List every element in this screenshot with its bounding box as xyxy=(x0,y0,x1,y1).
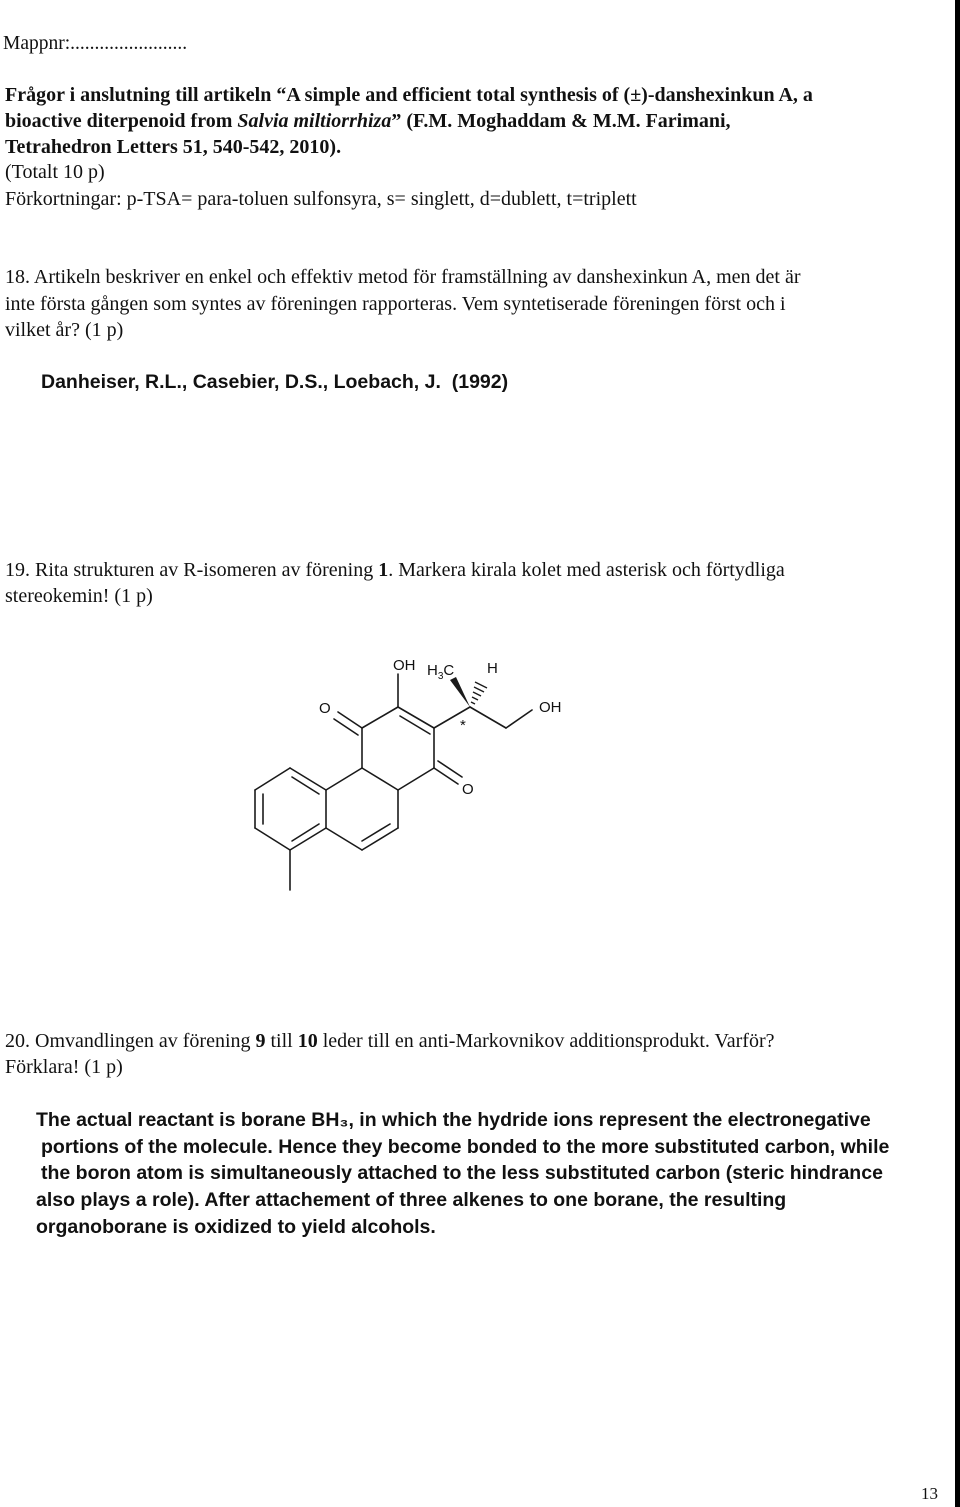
q20-line-2: Förklara! (1 p) xyxy=(5,1056,123,1078)
bond xyxy=(326,768,362,790)
atom-label-h: H xyxy=(487,660,498,677)
q18-line-3: vilket år? (1 p) xyxy=(5,319,124,341)
atom-label-o-bottom: O xyxy=(462,781,474,798)
h3c-h: H xyxy=(427,662,438,679)
q20-answer-line-4: also plays a role). After attachement of three alkenes to one borane, the resulting xyxy=(36,1189,787,1211)
intro-line-2-post: ” (F.M. Moghaddam & M.M. Farimani, xyxy=(391,110,731,132)
bond xyxy=(326,828,362,850)
bond xyxy=(362,768,398,790)
atom-label-o-left: O xyxy=(319,700,331,717)
total-points: (Totalt 10 p) xyxy=(5,161,105,183)
q20-line-1 xyxy=(5,1029,774,1053)
q20-line-1-mid: till xyxy=(265,1030,298,1052)
atom-label-h3c xyxy=(427,662,454,682)
intro-line-1: Frågor i anslutning till artikeln “A simple and efficient total synthesis of (±)-danshexinkun A, a xyxy=(5,84,813,106)
chiral-asterisk: * xyxy=(460,717,466,734)
map-number-label: Mappnr:........................ xyxy=(3,33,188,54)
abbreviations: Förkortningar: p-TSA= para-toluen sulfonsyra, s= singlett, d=dublett, t=triplett xyxy=(5,188,637,210)
page-right-border xyxy=(955,0,960,1507)
compound-9: 9 xyxy=(255,1030,266,1052)
q19-line-1-pre: 19. Rita strukturen av R-isomeren av förening xyxy=(5,559,379,581)
wedge-bond xyxy=(450,677,470,707)
q20-answer-line-2: portions of the molecule. Hence they become bonded to the more substituted carbon, while xyxy=(41,1136,890,1158)
carbonyl-bond xyxy=(434,768,458,784)
h3c-c: C xyxy=(443,662,455,679)
q20-answer-line-3: the boron atom is simultaneously attached to the less substituted carbon (steric hindrance xyxy=(41,1162,883,1184)
hashed-bond xyxy=(471,682,487,704)
bond xyxy=(362,828,398,850)
double-bond xyxy=(362,824,390,841)
q20-line-1-pre: 20. Omvandlingen av förening xyxy=(5,1030,256,1052)
q20-answer-line-5: organoborane is oxidized to yield alcohols. xyxy=(36,1216,436,1238)
q20-line-1-post: leder till en anti-Markovnikov additionsprodukt. Varför? xyxy=(317,1030,775,1052)
q19-line-2: stereokemin! (1 p) xyxy=(5,585,153,607)
hydroxyl-bond xyxy=(506,710,532,728)
compound-number: 1 xyxy=(378,559,389,581)
bond xyxy=(398,768,434,790)
bond xyxy=(255,768,290,790)
carbonyl-bond xyxy=(338,712,362,728)
double-bond xyxy=(292,824,319,841)
atom-label-oh-top: OH xyxy=(393,657,416,674)
q18-answer xyxy=(41,370,508,394)
intro-line-2-pre: bioactive diterpenoid from xyxy=(5,110,238,132)
q18-line-2: inte första gången som syntes av föreningen rapporteras. Vem syntetiserade föreningen först och i xyxy=(5,293,786,315)
q19-line-1-post: . Markera kirala kolet med asterisk och förtydliga xyxy=(388,559,785,581)
bond xyxy=(470,707,506,728)
double-bond xyxy=(292,777,319,794)
h3c-subscript: 3 xyxy=(437,671,444,682)
atom-label-oh-right: OH xyxy=(539,699,562,716)
q19-line-1 xyxy=(5,558,785,582)
q18-answer-year: (1992) xyxy=(451,371,509,393)
chemical-structure-diagram xyxy=(250,650,570,900)
q18-line-1: 18. Artikeln beskriver en enkel och effektiv metod för framställning av danshexinkun A, men det är xyxy=(5,266,801,288)
intro-line-2 xyxy=(5,109,731,133)
bond xyxy=(362,707,398,728)
carbonyl-bond xyxy=(334,719,358,735)
compound-10: 10 xyxy=(297,1030,318,1052)
carbonyl-bond xyxy=(438,761,462,777)
bond xyxy=(255,828,290,850)
intro-line-3: Tetrahedron Letters 51, 540-542, 2010). xyxy=(5,136,342,158)
double-bond xyxy=(400,716,430,734)
q20-answer-line-1: The actual reactant is borane BH₃, in which the hydride ions represent the electronegative xyxy=(36,1109,871,1131)
page-number: 13 xyxy=(921,1484,938,1503)
q18-answer-authors: Danheiser, R.L., Casebier, D.S., Loebach, J. xyxy=(41,371,441,393)
species-name: Salvia miltiorrhiza xyxy=(237,110,392,132)
